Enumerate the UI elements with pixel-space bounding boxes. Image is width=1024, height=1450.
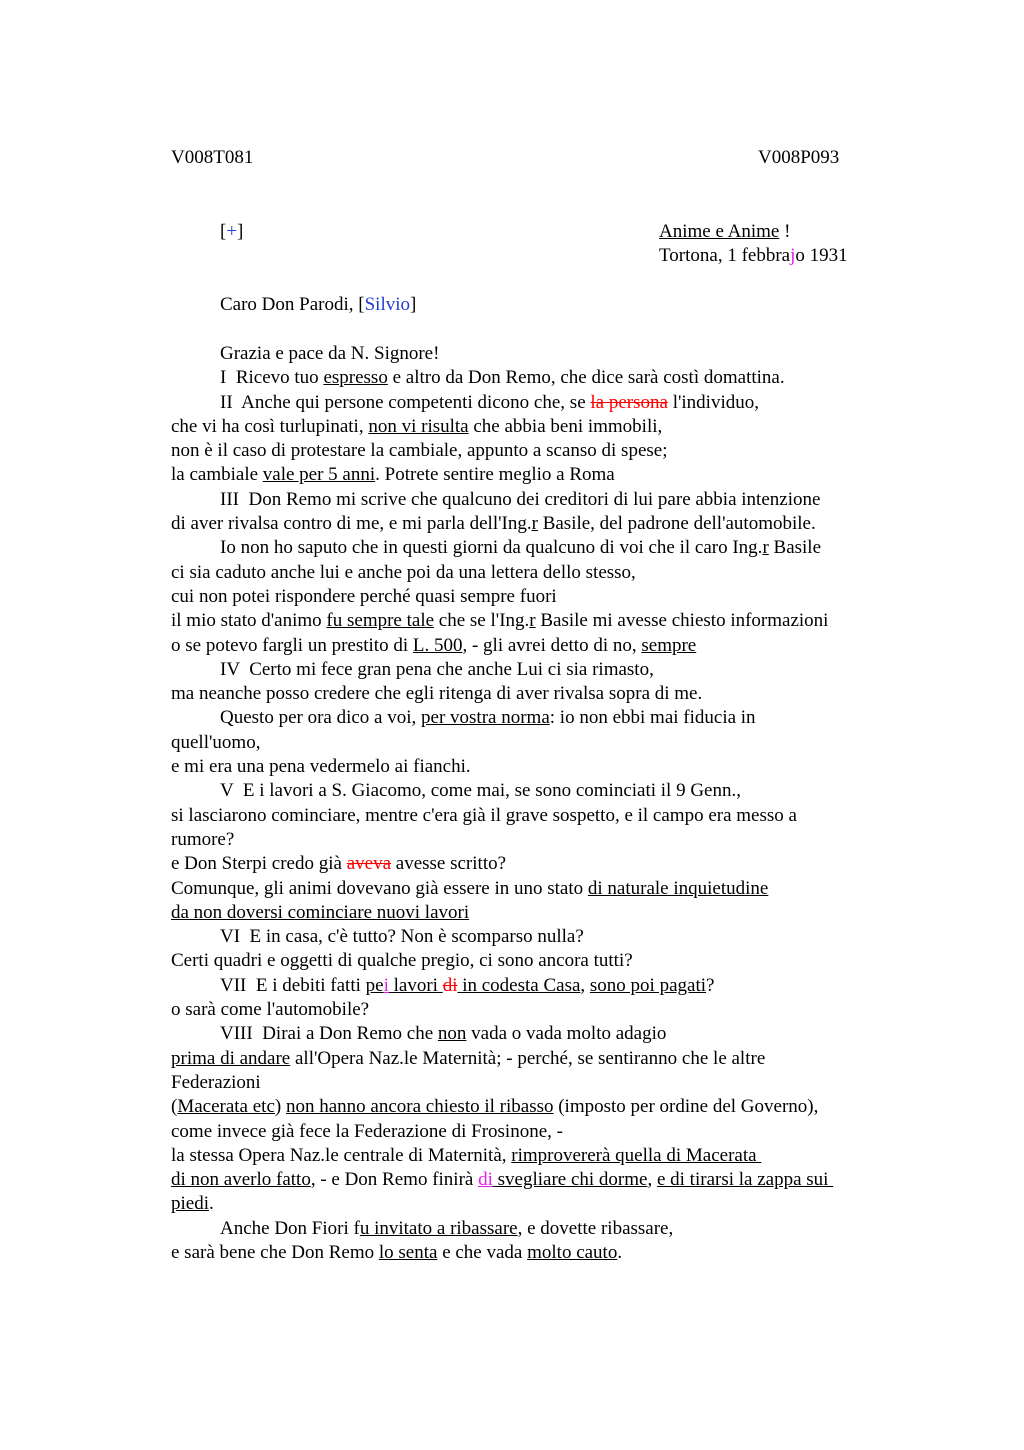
- letter-line: [171, 536, 911, 560]
- line-text: Basile: [768, 537, 822, 559]
- letter-body: [171, 342, 911, 1265]
- editorial-marker: [220, 220, 243, 244]
- line-text: : io non ebbi mai fiducia in: [549, 707, 756, 729]
- underlined-text: r: [762, 537, 769, 559]
- line-text: (: [171, 1096, 178, 1118]
- letter-line: [171, 1120, 911, 1144]
- underlined-text: espresso: [323, 367, 388, 389]
- line-text: V E i lavori a S. Giacomo, come mai, se sono cominciati il 9 Genn.,: [220, 780, 741, 802]
- letter-line: [171, 755, 911, 779]
- underlined-text: da non doversi cominciare nuovi lavori: [171, 901, 470, 923]
- line-text: VII E i debiti fatti: [220, 974, 366, 996]
- letter-line: [171, 1241, 911, 1265]
- underlined-text: vale per 5 anni: [262, 464, 376, 486]
- line-text: Grazia e pace da N. Signore!: [220, 343, 440, 364]
- letter-line: [171, 682, 911, 706]
- line-text: che vi ha così turlupinati,: [171, 415, 369, 437]
- underlined-text: lo senta: [378, 1241, 438, 1263]
- letter-line: [171, 561, 911, 585]
- underlined-text: di non averlo fatto: [171, 1169, 311, 1191]
- letter-line: [171, 779, 911, 803]
- underlined-text: non: [437, 1023, 467, 1045]
- underlined-text: prima di andare: [171, 1047, 291, 1069]
- letter-line: [171, 609, 911, 633]
- letter-line: [171, 658, 911, 682]
- letter-line: [171, 391, 911, 415]
- line-text: il mio stato d'animo: [171, 610, 327, 632]
- line-text: cui non potei rispondere perché quasi sempre fuori: [171, 585, 557, 607]
- letter-line: [171, 1095, 911, 1119]
- letter-line: [171, 925, 911, 949]
- line-text: III Don Remo mi scrive che qualcuno dei creditori di lui pare abbia intenzione: [220, 488, 821, 510]
- underlined-text: r: [529, 610, 536, 632]
- letter-line: [171, 998, 911, 1022]
- line-text: non è il caso di protestare la cambiale, appunto a scanso di spese;: [171, 440, 668, 462]
- line-text: VI E in casa, c'è tutto? Non è scomparso nulla?: [220, 926, 584, 948]
- line-text: e altro da Don Remo, che dice sarà costì domattina.: [387, 367, 785, 389]
- letter-line: [171, 585, 911, 609]
- letter-date: [659, 244, 848, 268]
- underlined-text: L. 500: [412, 634, 463, 656]
- line-text: .: [617, 1241, 623, 1263]
- salutation-bracket-close: ]: [410, 294, 417, 315]
- line-text: ?: [706, 974, 715, 996]
- line-text: ,: [647, 1169, 657, 1191]
- line-text: o se potevo fargli un prestito di: [171, 634, 413, 656]
- line-text: II Anche qui persone competenti dicono che, se: [220, 391, 591, 413]
- salutation-text: Caro Don Parodi,: [220, 294, 359, 315]
- letter-line: [171, 949, 911, 973]
- line-text: ma neanche posso credere che egli ritenga di aver rivalsa sopra di me.: [171, 683, 703, 705]
- line-text: Comunque, gli animi dovevano già essere in uno stato: [171, 877, 588, 899]
- letter-line: [171, 706, 911, 730]
- letter-line: [171, 634, 911, 658]
- line-text: ,: [580, 974, 590, 996]
- line-text: Io non ho saputo che in questi giorni da qualcuno di voi che il caro Ing.: [220, 537, 763, 559]
- header-right-code: V008P093: [758, 147, 840, 168]
- line-text: vada o vada molto adagio: [466, 1023, 667, 1045]
- letter-line: [171, 828, 911, 852]
- letter-line: [171, 415, 911, 439]
- line-text: e Don Sterpi credo già: [171, 853, 347, 875]
- letter-line: [171, 439, 911, 463]
- deleted-text: aveva: [346, 853, 392, 875]
- line-text: ci sia caduto anche lui e anche poi da una lettera dello stesso,: [171, 561, 636, 583]
- underlined-text: per vostra norma: [421, 707, 550, 729]
- letter-line: [171, 852, 911, 876]
- marker-bracket-open: [: [220, 221, 227, 242]
- line-text: VIII Dirai a Don Remo che: [220, 1023, 438, 1045]
- underlined-text: rimprovererà quella di Macerata: [511, 1144, 762, 1166]
- line-text: e sarà bene che Don Remo: [171, 1241, 379, 1263]
- underlined-text: fu sempre tale: [326, 610, 435, 632]
- underlined-text: u invitato a ribassare: [359, 1217, 518, 1239]
- line-text: quell'uomo,: [171, 731, 261, 753]
- line-text: Questo per ora dico a voi,: [220, 707, 422, 729]
- underlined-text: svegliare chi dorme: [492, 1169, 648, 1191]
- underlined-text: pe: [365, 974, 384, 996]
- date-correction: j: [790, 245, 796, 266]
- line-text: e che vada: [437, 1241, 528, 1263]
- letter-line: [171, 877, 911, 901]
- underlined-text: piedi: [171, 1193, 209, 1215]
- deleted-text: di: [442, 974, 458, 996]
- line-text: avesse scritto?: [391, 853, 507, 875]
- letter-line: [171, 342, 911, 366]
- salutation-bracket-open: [: [358, 294, 365, 315]
- title-exclamation: !: [779, 221, 791, 242]
- line-text: che se l'Ing.: [434, 610, 530, 632]
- salutation: [220, 293, 416, 317]
- title-text: Anime e Anime: [659, 221, 780, 242]
- letter-title: [659, 220, 790, 244]
- letter-line: [171, 804, 911, 828]
- line-text: Federazioni: [171, 1071, 261, 1093]
- corrected-text: di: [478, 1169, 493, 1191]
- line-text: la cambiale: [171, 464, 263, 486]
- letter-line: [171, 731, 911, 755]
- line-text: si lasciarono cominciare, mentre c'era già il grave sospetto, e il campo era messo a: [171, 804, 797, 826]
- line-text: Anche Don Fiori f: [220, 1217, 360, 1239]
- date-part-c: o 1931: [795, 245, 848, 266]
- line-text: e mi era una pena vedermelo ai fianchi.: [171, 756, 471, 778]
- letter-line: [171, 463, 911, 487]
- line-text: l'individuo,: [667, 391, 759, 413]
- line-text: Certi quadri e oggetti di qualche pregio, ci sono ancora tutti?: [171, 950, 633, 972]
- underlined-text: di naturale inquietudine: [587, 877, 769, 899]
- letter-line: [171, 1217, 911, 1241]
- line-text: Basile mi avesse chiesto informazioni: [535, 610, 829, 632]
- underlined-text: r: [531, 513, 538, 535]
- salutation-name: Silvio: [364, 294, 410, 315]
- line-text: I Ricevo tuo: [220, 367, 324, 389]
- marker-plus: +: [226, 221, 238, 242]
- line-text: rumore?: [171, 828, 235, 850]
- line-text: (imposto per ordine del Governo),: [553, 1096, 819, 1118]
- letter-line: [171, 1192, 911, 1216]
- underlined-text: non hanno ancora chiesto il ribasso: [285, 1096, 554, 1118]
- marker-bracket-close: ]: [237, 221, 244, 242]
- line-text: all'Opera Naz.le Maternità; - perché, se sentiranno che le altre: [290, 1047, 766, 1069]
- line-text: , e dovette ribassare,: [517, 1217, 674, 1239]
- underlined-text: lavori: [388, 974, 443, 996]
- line-text: , - gli avrei detto di no,: [462, 634, 642, 656]
- underlined-text: sempre: [641, 634, 697, 656]
- letter-line: [171, 901, 911, 925]
- letter-line: [171, 1022, 911, 1046]
- deleted-text: la persona: [590, 391, 668, 413]
- date-part-a: Tortona, 1 febbra: [659, 245, 791, 266]
- line-text: ): [274, 1096, 286, 1118]
- line-text: .: [209, 1193, 214, 1215]
- letter-line: [171, 1144, 911, 1168]
- letter-line: [171, 366, 911, 390]
- letter-line: [171, 488, 911, 512]
- line-text: che abbia beni immobili,: [468, 415, 663, 437]
- underlined-text: molto cauto: [527, 1241, 618, 1263]
- line-text: come invece già fece la Federazione di Frosinone, -: [171, 1120, 563, 1142]
- line-text: , - e Don Remo finirà: [310, 1169, 479, 1191]
- line-text: o sarà come l'automobile?: [171, 999, 370, 1021]
- line-text: la stessa Opera Naz.le centrale di Maternità,: [171, 1144, 512, 1166]
- header-left-code: V008T081: [171, 147, 254, 168]
- underlined-text: non vi risulta: [368, 415, 469, 437]
- line-text: di aver rivalsa contro di me, e mi parla dell'Ing.: [171, 513, 532, 535]
- line-text: Basile, del padrone dell'automobile.: [537, 513, 816, 535]
- underlined-text: e di tirarsi la zappa sui: [656, 1169, 834, 1191]
- underlined-text: Macerata etc: [177, 1096, 275, 1118]
- line-text: . Potrete sentire meglio a Roma: [375, 464, 615, 486]
- letter-line: [171, 974, 911, 998]
- letter-line: [171, 512, 911, 536]
- letter-line: [171, 1047, 911, 1071]
- letter-line: [171, 1168, 911, 1192]
- underlined-text: sono poi pagati: [589, 974, 707, 996]
- corrected-text: i: [383, 974, 389, 996]
- letter-line: [171, 1071, 911, 1095]
- line-text: IV Certo mi fece gran pena che anche Lui ci sia rimasto,: [220, 658, 654, 680]
- underlined-text: in codesta Casa: [457, 974, 581, 996]
